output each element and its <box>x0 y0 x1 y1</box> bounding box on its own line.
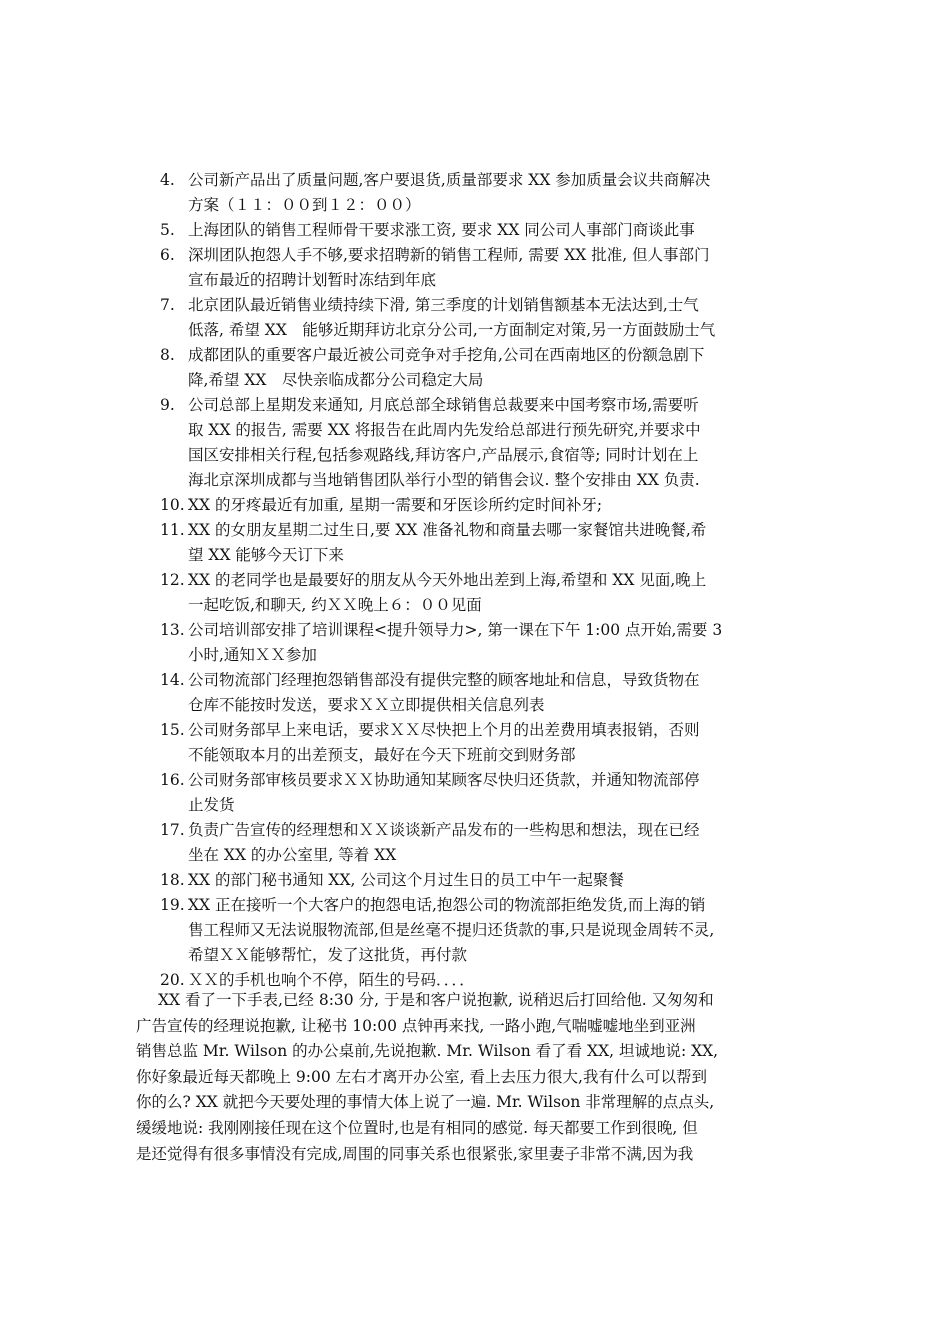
list-item-number: 18. <box>160 871 185 889</box>
list-item-line: XX 正在接听一个大客户的抱怨电话,抱怨公司的物流部拒绝发货,而上海的销 <box>188 896 706 914</box>
list-item-line: 售工程师又无法说服物流部,但是丝毫不提归还货款的事,只是说现金周转不灵, <box>188 921 715 939</box>
list-item <box>160 818 830 868</box>
list-item <box>160 868 830 893</box>
list-item <box>160 568 830 618</box>
list-item-line: 公司新产品出了质量问题,客户要退货,质量部要求 XX 参加质量会议共商解决 <box>188 171 711 189</box>
list-item-text <box>188 893 830 968</box>
list-item-line: 海北京深圳成都与当地销售团队举行小型的销售会议. 整个安排由 XX 负责. <box>188 471 700 489</box>
list-item-line: 取 XX 的报告, 需要 XX 将报告在此周内先发给总部进行预先研究,并要求中 <box>188 421 701 439</box>
list-item-line: 成都团队的重要客户最近被公司竞争对手挖角,公司在西南地区的份额急剧下 <box>188 346 705 364</box>
list-item-number: 15. <box>160 721 185 739</box>
list-item-text <box>188 218 830 243</box>
list-item-text <box>188 243 830 293</box>
paragraph-line: 缓缓地说: 我刚刚接任现在这个位置时,也是有相同的感觉. 每天都要工作到很晚, 但 <box>136 1118 698 1137</box>
list-item-line: 坐在 XX 的办公室里, 等着 XX <box>188 846 397 864</box>
list-item-line: 公司培训部安排了培训课程<提升领导力>, 第一课在下午 1:00 点开始,需要 3 <box>188 621 723 639</box>
list-item-text <box>188 868 830 893</box>
list-item-line: XX 的牙疼最近有加重, 星期一需要和牙医诊所约定时间补牙; <box>188 496 603 514</box>
list-item-text <box>188 668 830 718</box>
list-item-line: ＸＸ的手机也响个不停，陌生的号码．．．． <box>188 971 475 989</box>
task-list <box>160 168 830 993</box>
list-item-line: 一起吃饭,和聊天, 约ＸＸ晚上６：００见面 <box>188 596 482 614</box>
list-item <box>160 168 830 218</box>
list-item-number: 20. <box>160 971 185 989</box>
list-item-text <box>188 718 830 768</box>
list-item-number: 13. <box>160 621 185 639</box>
list-item-text <box>188 618 830 668</box>
list-item-number: 6. <box>160 246 175 264</box>
list-item <box>160 768 830 818</box>
list-item-line: 公司物流部门经理抱怨销售部没有提供完整的顾客地址和信息，导致货物在 <box>188 671 700 689</box>
paragraph-line: 你好象最近每天都晚上 9:00 左右才离开办公室, 看上去压力很大,我有什么可以帮到 <box>136 1067 707 1086</box>
list-item <box>160 493 830 518</box>
list-item-line: 降,希望 XX 尽快亲临成都分公司稳定大局 <box>188 371 484 389</box>
paragraph-line: XX 看了一下手表,已经 8:30 分, 于是和客户说抱歉, 说稍迟后打回给他. 又匆匆和 <box>158 991 714 1009</box>
list-item-number: 5. <box>160 221 175 239</box>
list-item-text <box>188 168 830 218</box>
list-item-line: 方案（１１：００到１２：００） <box>188 196 421 214</box>
list-item <box>160 243 830 293</box>
list-item-line: 北京团队最近销售业绩持续下滑, 第三季度的计划销售额基本无法达到,士气 <box>188 296 699 314</box>
list-item-line: XX 的女朋友星期二过生日,要 XX 准备礼物和商量去哪一家餐馆共进晚餐,希 <box>188 521 707 539</box>
list-item-text <box>188 393 830 493</box>
list-item-line: 公司财务部审核员要求ＸＸ协助通知某顾客尽快归还货款，并通知物流部停 <box>188 771 700 789</box>
list-item-line: 望 XX 能够今天订下来 <box>188 546 344 564</box>
list-item <box>160 718 830 768</box>
list-item-number: 16. <box>160 771 185 789</box>
list-item-line: XX 的老同学也是最要好的朋友从今天外地出差到上海,希望和 XX 见面,晚上 <box>188 571 707 589</box>
list-item-number: 10. <box>160 496 185 514</box>
list-item-line: 公司总部上星期发来通知, 月底总部全球销售总裁要来中国考察市场,需要听 <box>188 396 699 414</box>
list-item-line: 深圳团队抱怨人手不够,要求招聘新的销售工程师, 需要 XX 批准, 但人事部门 <box>188 246 710 264</box>
list-item-text <box>188 818 830 868</box>
list-item-line: 低落, 希望 XX 能够近期拜访北京分公司,一方面制定对策,另一方面鼓励士气 <box>188 321 716 339</box>
list-item <box>160 218 830 243</box>
list-item <box>160 393 830 493</box>
list-item-line: 希望ＸＸ能够帮忙，发了这批货，再付款 <box>188 946 468 964</box>
list-item <box>160 343 830 393</box>
list-item-line: 国区安排相关行程,包括参观路线,拜访客户,产品展示,食宿等; 同时计划在上 <box>188 446 699 464</box>
list-item <box>160 518 830 568</box>
list-item-text <box>188 768 830 818</box>
list-item-text <box>188 493 830 518</box>
list-item-number: 4. <box>160 171 175 189</box>
list-item-line: 公司财务部早上来电话，要求ＸＸ尽快把上个月的出差费用填表报销，否则 <box>188 721 700 739</box>
list-item-line: XX 的部门秘书通知 XX, 公司这个月过生日的员工中午一起聚餐 <box>188 871 624 889</box>
list-item-line: 负责广告宣传的经理想和ＸＸ谈谈新产品发布的一些构思和想法，现在已经 <box>188 821 700 839</box>
list-item-line: 小时,通知ＸＸ参加 <box>188 646 317 664</box>
list-item-line: 不能领取本月的出差预支，最好在今天下班前交到财务部 <box>188 746 576 764</box>
list-item-text <box>188 568 830 618</box>
paragraph-line: 广告宣传的经理说抱歉, 让秘书 10:00 点钟再来找, 一路小跑,气喘嘘嘘地坐到亚洲 <box>136 1016 696 1035</box>
story-paragraph <box>136 988 826 1167</box>
list-item-number: 17. <box>160 821 185 839</box>
list-item-text <box>188 518 830 568</box>
list-item-number: 14. <box>160 671 185 689</box>
list-item-text <box>188 343 830 393</box>
list-item-line: 宣布最近的招聘计划暂时冻结到年底 <box>188 271 437 289</box>
list-item <box>160 618 830 668</box>
list-item <box>160 668 830 718</box>
list-item-number: 12. <box>160 571 185 589</box>
list-item-line: 上海团队的销售工程师骨干要求涨工资, 要求 XX 同公司人事部门商谈此事 <box>188 221 695 239</box>
paragraph-line: 你的么? XX 就把今天要处理的事情大体上说了一遍. Mr. Wilson 非常理解的点点头, <box>136 1093 715 1112</box>
list-item-number: 9. <box>160 396 175 414</box>
list-item <box>160 293 830 343</box>
list-item-number: 7. <box>160 296 175 314</box>
list-item-line: 止发货 <box>188 796 235 814</box>
list-item-number: 19. <box>160 896 185 914</box>
list-item-line: 仓库不能按时发送，要求ＸＸ立即提供相关信息列表 <box>188 696 545 714</box>
list-item-text <box>188 293 830 343</box>
paragraph-line: 是还觉得有很多事情没有完成,周围的同事关系也很紧张,家里妻子非常不满,因为我 <box>136 1144 694 1163</box>
list-item <box>160 893 830 968</box>
paragraph-line: 销售总监 Mr. Wilson 的办公桌前,先说抱歉. Mr. Wilson 看了看 XX, 坦诚地说: XX, <box>136 1042 719 1061</box>
list-item-number: 8. <box>160 346 175 364</box>
list-item-number: 11. <box>160 521 185 539</box>
